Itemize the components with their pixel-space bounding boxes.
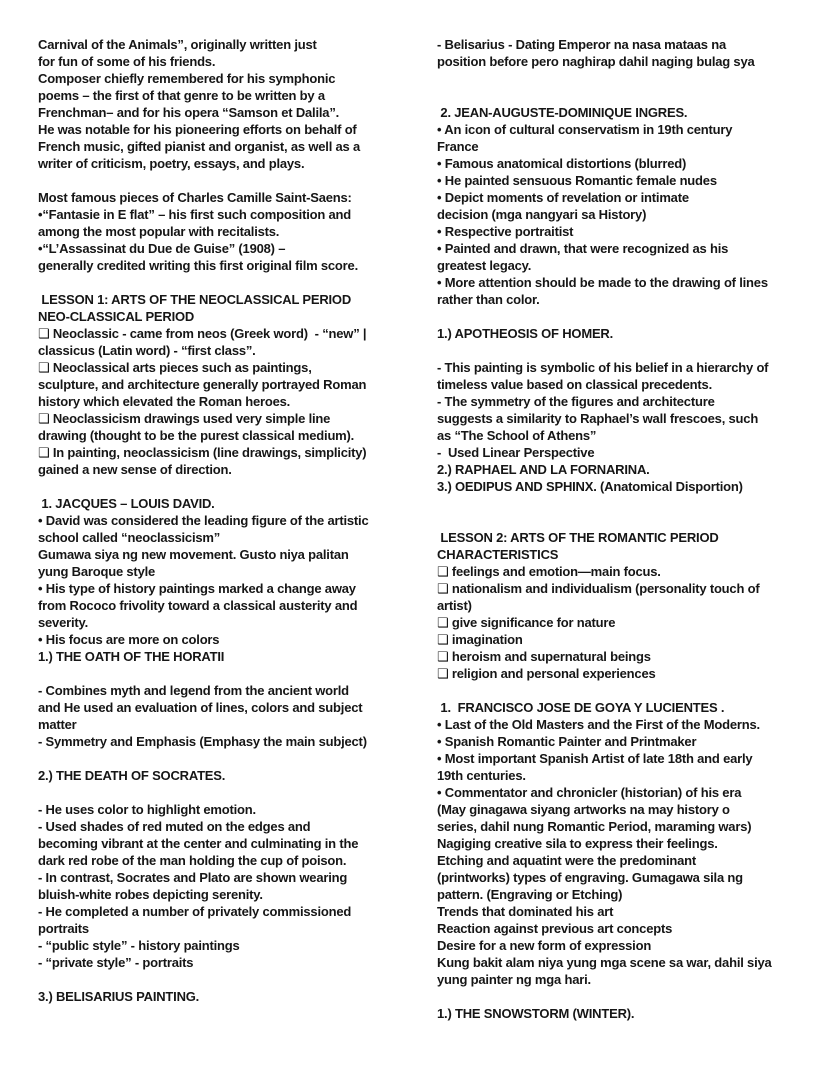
heading-line: 1.) APOTHEOSIS OF HOMER. xyxy=(437,326,614,341)
heading-line: 1.) THE SNOWSTORM (WINTER). xyxy=(437,1006,635,1021)
blank-line xyxy=(437,70,821,87)
text-line: (printworks) types of engraving. Gumagawa sila ng xyxy=(437,870,743,885)
text-line: yung painter ng mga hari. xyxy=(437,972,591,987)
blank-line xyxy=(437,988,821,1005)
blank-line xyxy=(437,308,821,325)
heading-line: 3.) BELISARIUS PAINTING. xyxy=(38,989,200,1004)
text-line: yung Baroque style xyxy=(38,564,156,579)
text-line: - This painting is symbolic of his belief in a hierarchy of xyxy=(437,360,769,375)
text-line: • Famous anatomical distortions (blurred) xyxy=(437,156,687,171)
text-line: suggests a similarity to Raphael’s wall frescoes, such xyxy=(437,411,759,426)
heading-line: LESSON 1: ARTS OF THE NEOCLASSICAL PERIOD xyxy=(38,292,352,307)
text-line: portraits xyxy=(38,921,89,936)
text-line: series, dahil nung Romantic Period, maraming wars) xyxy=(437,819,752,834)
heading-line: 3.) OEDIPUS AND SPHINX. (Anatomical Disportion) xyxy=(437,479,743,494)
blank-line xyxy=(437,342,821,359)
text-line: Most famous pieces of Charles Camille Saint-Saens: xyxy=(38,190,352,205)
text-line: - The symmetry of the figures and architecture xyxy=(437,394,715,409)
text-line: • His focus are more on colors xyxy=(38,632,220,647)
text-line: Reaction against previous art concepts xyxy=(437,921,673,936)
heading-line: 2.) RAPHAEL AND LA FORNARINA. xyxy=(437,462,650,477)
text-line: drawing (thought to be the purest classical medium). xyxy=(38,428,355,443)
blank-line xyxy=(437,682,821,699)
text-line: ❑ religion and personal experiences xyxy=(437,666,656,681)
text-line: Desire for a new form of expression xyxy=(437,938,652,953)
blank-line xyxy=(38,274,434,291)
text-line: ❑ give significance for nature xyxy=(437,615,616,630)
text-line: ❑ heroism and supernatural beings xyxy=(437,649,651,664)
notes-column-left xyxy=(38,36,434,1005)
text-line: Trends that dominated his art xyxy=(437,904,614,919)
text-line: matter xyxy=(38,717,77,732)
heading-line: 1. JACQUES – LOUIS DAVID. xyxy=(38,496,215,511)
text-line: • Depict moments of revelation or intimate xyxy=(437,190,689,205)
text-line: history which elevated the Roman heroes. xyxy=(38,394,291,409)
text-line: ❑ In painting, neoclassicism (line drawings, simplicity) xyxy=(38,445,367,460)
blank-line xyxy=(437,512,821,529)
text-line: • Last of the Old Masters and the First of the Moderns. xyxy=(437,717,760,732)
blank-line xyxy=(437,495,821,512)
blank-line xyxy=(38,750,434,767)
text-line: 19th centuries. xyxy=(437,768,526,783)
text-line: for fun of some of his friends. xyxy=(38,54,216,69)
text-line: - Used Linear Perspective xyxy=(437,445,595,460)
text-line: - Symmetry and Emphasis (Emphasy the main subject) xyxy=(38,734,367,749)
text-line: greatest legacy. xyxy=(437,258,532,273)
text-line: generally credited writing this first original film score. xyxy=(38,258,358,273)
text-line: writer of criticism, poetry, essays, and plays. xyxy=(38,156,305,171)
blank-line xyxy=(38,478,434,495)
text-line: NEO-CLASSICAL PERIOD xyxy=(38,309,195,324)
text-line: • More attention should be made to the drawing of lines xyxy=(437,275,768,290)
text-line: among the most popular with recitalists. xyxy=(38,224,280,239)
text-line: He was notable for his pioneering efforts on behalf of xyxy=(38,122,357,137)
text-line: French music, gifted pianist and organist, as well as a xyxy=(38,139,361,154)
text-line: dark red robe of the man holding the cup of poison. xyxy=(38,853,347,868)
text-line: • Respective portraitist xyxy=(437,224,574,239)
text-line: Frenchman– and for his opera “Samson et Dalila”. xyxy=(38,105,340,120)
text-line: Nagiging creative sila to express their feelings. xyxy=(437,836,718,851)
text-line: • Painted and drawn, that were recognized as his xyxy=(437,241,729,256)
blank-line xyxy=(38,971,434,988)
text-line: pattern. (Engraving or Etching) xyxy=(437,887,623,902)
text-line: ❑ Neoclassical arts pieces such as paintings, xyxy=(38,360,312,375)
text-line: - Combines myth and legend from the ancient world xyxy=(38,683,349,698)
text-line: and He used an evaluation of lines, colors and subject xyxy=(38,700,363,715)
text-line: decision (mga nangyari sa History) xyxy=(437,207,647,222)
text-line: •“L’Assassinat du Due de Guise” (1908) – xyxy=(38,241,286,256)
heading-line: 1.) THE OATH OF THE HORATII xyxy=(38,649,225,664)
text-line: school called “neoclassicism” xyxy=(38,530,221,545)
text-line: Carnival of the Animals”, originally written just xyxy=(38,37,317,52)
text-line: Kung bakit alam niya yung mga scene sa war, dahil siya xyxy=(437,955,772,970)
text-line: - Belisarius - Dating Emperor na nasa mataas na xyxy=(437,37,726,52)
text-line: • Most important Spanish Artist of late 18th and early xyxy=(437,751,753,766)
text-line: - He uses color to highlight emotion. xyxy=(38,802,256,817)
text-line: • An icon of cultural conservatism in 19th century xyxy=(437,122,733,137)
text-line: - He completed a number of privately commissioned xyxy=(38,904,352,919)
blank-line xyxy=(38,172,434,189)
heading-line: 2. JEAN-AUGUSTE-DOMINIQUE INGRES. xyxy=(437,105,688,120)
text-line: poems – the first of that genre to be written by a xyxy=(38,88,325,103)
text-line: - In contrast, Socrates and Plato are shown wearing xyxy=(38,870,348,885)
text-line: sculpture, and architecture generally portrayed Roman xyxy=(38,377,367,392)
text-line: - “public style” - history paintings xyxy=(38,938,240,953)
text-line: - “private style” - portraits xyxy=(38,955,194,970)
text-line: from Rococo frivolity toward a classical austerity and xyxy=(38,598,358,613)
text-line: becoming vibrant at the center and culminating in the xyxy=(38,836,359,851)
text-line: - Used shades of red muted on the edges and xyxy=(38,819,311,834)
text-line: ❑ nationalism and individualism (personality touch of xyxy=(437,581,760,596)
text-line: Composer chiefly remembered for his symphonic xyxy=(38,71,336,86)
text-line: • David was considered the leading figure of the artistic xyxy=(38,513,369,528)
text-line: position before pero naghirap dahil naging bulag sya xyxy=(437,54,755,69)
text-line: Gumawa siya ng new movement. Gusto niya palitan xyxy=(38,547,349,562)
text-line: severity. xyxy=(38,615,88,630)
text-line: artist) xyxy=(437,598,472,613)
text-line: ❑ imagination xyxy=(437,632,523,647)
text-line: ❑ Neoclassicism drawings used very simple line xyxy=(38,411,331,426)
text-line: • Commentator and chronicler (historian) of his era xyxy=(437,785,742,800)
notes-column-right xyxy=(437,36,821,1022)
text-line: timeless value based on classical precedents. xyxy=(437,377,712,392)
text-line: (May ginagawa siyang artworks na may history o xyxy=(437,802,730,817)
text-line: bluish-white robes depicting serenity. xyxy=(38,887,263,902)
text-line: • He painted sensuous Romantic female nudes xyxy=(437,173,717,188)
text-line: • Spanish Romantic Painter and Printmaker xyxy=(437,734,697,749)
text-line: rather than color. xyxy=(437,292,540,307)
blank-line xyxy=(38,784,434,801)
blank-line xyxy=(437,87,821,104)
heading-line: 2.) THE DEATH OF SOCRATES. xyxy=(38,768,226,783)
text-line: ❑ Neoclassic - came from neos (Greek word) - “new” | xyxy=(38,326,367,341)
heading-line: 1. FRANCISCO JOSE DE GOYA Y LUCIENTES . xyxy=(437,700,725,715)
text-line: CHARACTERISTICS xyxy=(437,547,559,562)
text-line: France xyxy=(437,139,479,154)
text-line: Etching and aquatint were the predominant xyxy=(437,853,697,868)
text-line: • His type of history paintings marked a change away xyxy=(38,581,356,596)
blank-line xyxy=(38,665,434,682)
text-line: ❑ feelings and emotion—main focus. xyxy=(437,564,661,579)
text-line: gained a new sense of direction. xyxy=(38,462,232,477)
text-line: as “The School of Athens” xyxy=(437,428,597,443)
text-line: classicus (Latin word) - “first class”. xyxy=(38,343,256,358)
text-line: •“Fantasie in E flat” – his first such composition and xyxy=(38,207,352,222)
heading-line: LESSON 2: ARTS OF THE ROMANTIC PERIOD xyxy=(437,530,719,545)
